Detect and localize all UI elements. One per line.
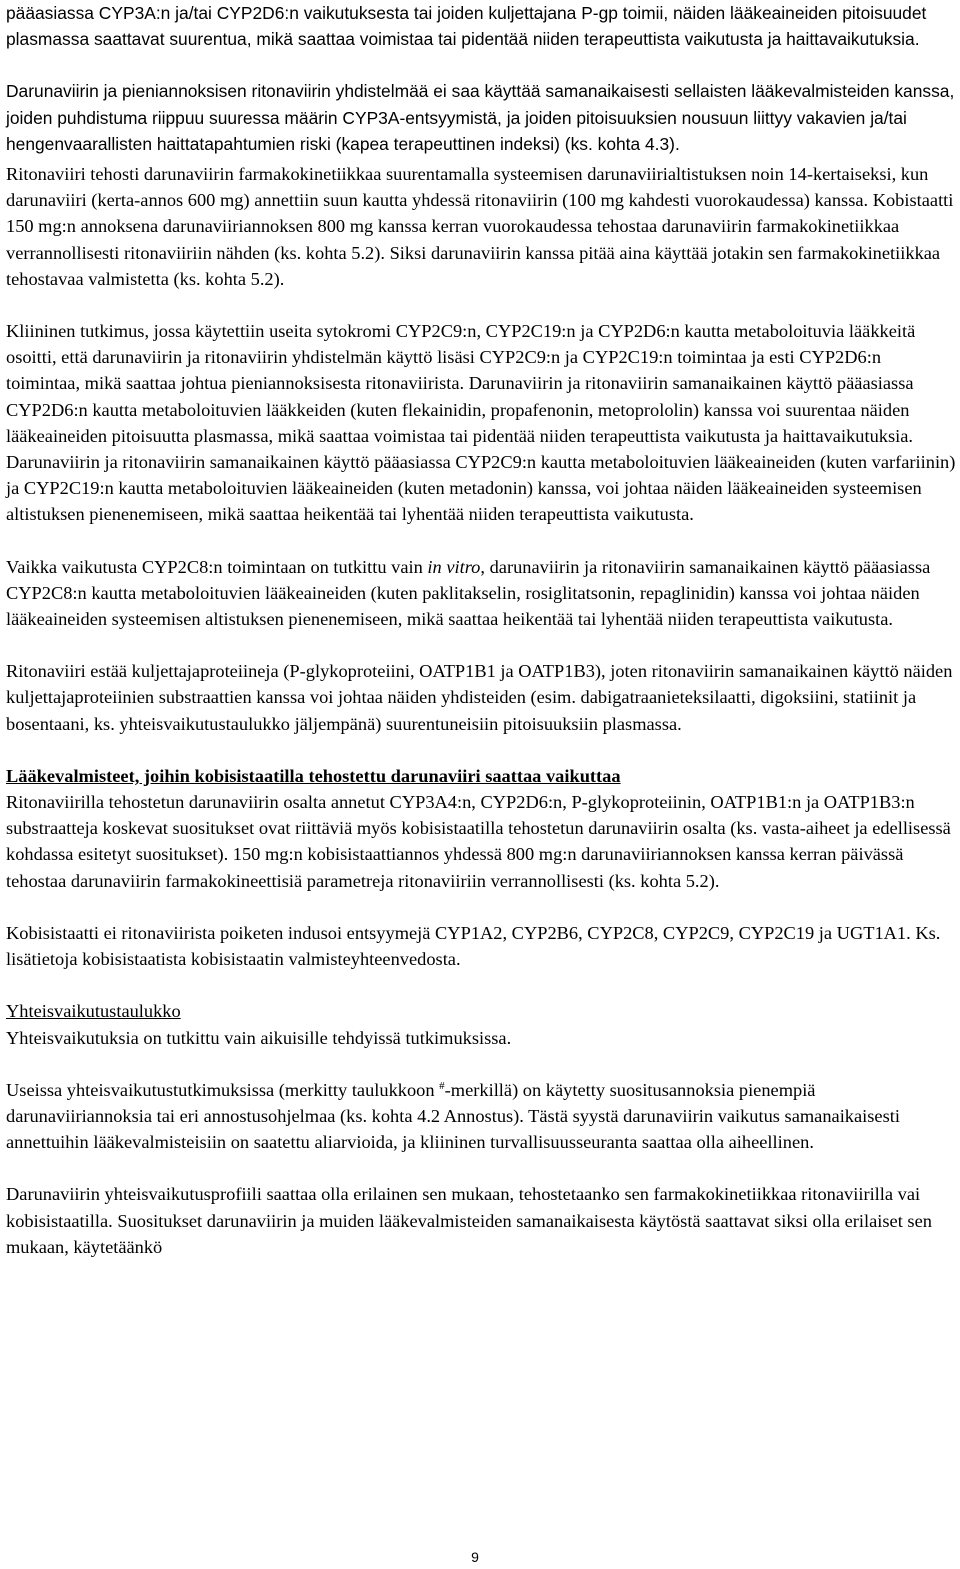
paragraph-6: Ritonaviiri estää kuljettajaproteiineja (P-glykoproteiini, OATP1B1 ja OATP1B3), joten ritonaviirin samanaikainen käyttö näiden kuljettajaproteiinien substraattien kanssa voi johtaa näiden yhdisteiden (esim. dabigatraanieteksilaatti, digoksiini, statiinit ja bosentaani, ks. yhteisvaikutustaulukko jäljempänä) suurentuneisiin pitoisuuksiin plasmassa. bbox=[6, 661, 953, 734]
paragraph-4: Kliininen tutkimus, jossa käytettiin useita sytokromi CYP2C9:n, CYP2C19:n ja CYP2D6:n kautta metaboloituvia lääkkeitä osoitti, että darunaviirin ja ritonaviirin yhdistelmän käyttö lisäsi CYP2C9:n ja CYP2C19:n toimintaa ja esti CYP2D6:n toimintaa, mikä saattaa johtua pieniannoksisesta ritonaviirista. Darunaviirin ja ritonaviirin samanaikainen käyttö pääasiassa CYP2D6:n kautta metaboloituvien lääkkeiden (kuten flekainidin, propafenonin, metoprololin) kanssa voi suurentaa näiden lääkeaineiden pitoisuutta plasmassa, mikä saattaa voimistaa tai pidentää niiden terapeuttista vaikutusta ja haittavaikutuksia. Darunaviirin ja ritonaviirin samanaikainen käyttö pääasiassa CYP2C9:n kautta metaboloituvien lääkeaineiden (kuten varfariinin) ja CYP2C19:n kautta metaboloituvien lääkeaineiden (kuten metadonin) kanssa, voi johtaa näiden lääkeaineiden systeemisen altistuksen pienenemiseen, mikä saattaa heikentää tai lyhentää niiden terapeuttista vaikutusta. bbox=[6, 321, 956, 525]
section-heading-cobicistat: Lääkevalmisteet, joihin kobisistaatilla tehostettu darunaviiri saattaa vaikuttaa bbox=[6, 765, 621, 786]
paragraph-9: Yhteisvaikutuksia on tutkittu vain aikuisille tehdyissä tutkimuksissa. bbox=[6, 1027, 512, 1048]
paragraph-10-part-a: Useissa yhteisvaikutustutkimuksissa (merkitty taulukkoon bbox=[6, 1079, 440, 1100]
hash-marker: # bbox=[439, 1079, 445, 1092]
paragraph-3: Ritonaviiri tehosti darunaviirin farmakokinetiikkaa suurentamalla systeemisen darunaviirialtistuksen noin 14-kertaiseksi, kun darunaviiri (kerta-annos 600 mg) annettiin suun kautta yhdessä ritonaviirin (100 mg kahdesti vuorokaudessa) kanssa. Kobistaatti 150 mg:n annoksena darunaviiriannoksen 800 mg kanssa kerran vuorokaudessa tehostaa darunaviirin farmakokinetiikkaa verrannollisesti ritonaviiriin nähden (ks. kohta 5.2). Siksi darunaviirin kanssa pitää aina käyttää jotakin sen farmakokinetiikkaa tehostavaa valmistetta (ks. kohta 5.2). bbox=[6, 164, 954, 289]
paragraph-5-part-a: Vaikka vaikutusta CYP2C8:n toimintaan on tutkittu vain bbox=[6, 556, 428, 577]
paragraph-5-part-b: , darunaviirin ja ritonaviirin samanaikainen käyttö pääasiassa CYP2C8:n kautta metaboloituvien lääkeaineiden (kuten paklitakselin, rosiglitatsonin, repaglinidin) kanssa voi johtaa näiden lääkeaineiden systeemisen altistuksen pienenemiseen, mikä saattaa heikentää tai lyhentää niiden terapeuttista vaikutusta. bbox=[6, 556, 931, 630]
paragraph-5 bbox=[6, 554, 956, 633]
paragraph-7: Ritonaviirilla tehostetun darunaviirin osalta annetut CYP3A4:n, CYP2D6:n, P-glykoproteiinin, OATP1B1:n ja OATP1B3:n substraatteja koskevat suositukset ovat riittäviä myös kobisistaatilla tehostetun darunaviirin osalta (ks. vasta-aiheet ja edellisessä kohdassa esitetyt suositukset). 150 mg:n kobisistaattiannos yhdessä 800 mg:n darunaviiriannoksen kanssa kerran päivässä tehostaa darunaviirin farmakokineettisiä parametreja ritonaviiriin verrannollisesti (ks. kohta 5.2). bbox=[6, 792, 951, 891]
page-number: 9 bbox=[471, 1549, 479, 1565]
paragraph-8: Kobisistaatti ei ritonaviirista poiketen indusoi entsyymejä CYP1A2, CYP2B6, CYP2C8, CYP2C9, CYP2C19 ja UGT1A1. Ks. lisätietoja kobisistaatista kobisistaatin valmisteyhteenvedosta. bbox=[6, 922, 941, 970]
paragraph-10 bbox=[6, 1077, 956, 1156]
paragraph-11: Darunaviirin yhteisvaikutusprofiili saattaa olla erilainen sen mukaan, tehostetaanko sen farmakokinetiikkaa ritonaviirilla vai kobisistaatilla. Suositukset darunaviirin ja muiden lääkevalmisteiden samanaikaisesta käytöstä saattavat siksi olla erilaiset sen mukaan, käytetäänkö bbox=[6, 1184, 932, 1257]
paragraph-2: Darunaviirin ja pieniannoksisen ritonaviirin yhdistelmää ei saa käyttää samanaikaisesti sellaisten lääkevalmisteiden kanssa, joiden puhdistuma riippuu suuressa määrin CYP3A-entsyymistä, ja joiden pitoisuuksien nousuun liittyy vakavien ja/tai hengenvaarallisten haittatapahtumien riski (kapea terapeuttinen indeksi) (ks. kohta 4.3). bbox=[6, 81, 955, 154]
section-heading-interaction-table: Yhteisvaikutustaulukko bbox=[6, 1001, 181, 1022]
paragraph-5-italic: in vitro bbox=[427, 556, 481, 577]
document-page bbox=[6, 0, 956, 1260]
paragraph-1: pääasiassa CYP3A:n ja/tai CYP2D6:n vaikutuksesta tai joiden kuljettajana P-gp toimii, näiden lääkeaineiden pitoisuudet plasmassa saattavat suurentua, mikä saattaa voimistaa tai pidentää niiden terapeuttista vaikutusta ja haittavaikutuksia. bbox=[6, 3, 927, 50]
paragraph-10-part-b: -merkillä) on käytetty suositusannoksia pienempiä darunaviiriannoksia tai eri annostusohjelmaa (ks. kohta 4.2 Annostus). Tästä syystä darunaviirin vaikutus samanaikaisesti annettuihin lääkevalmisteisiin on saatettu aliarvioida, ja kliininen turvallisuusseuranta saattaa olla aiheellinen. bbox=[6, 1079, 900, 1153]
